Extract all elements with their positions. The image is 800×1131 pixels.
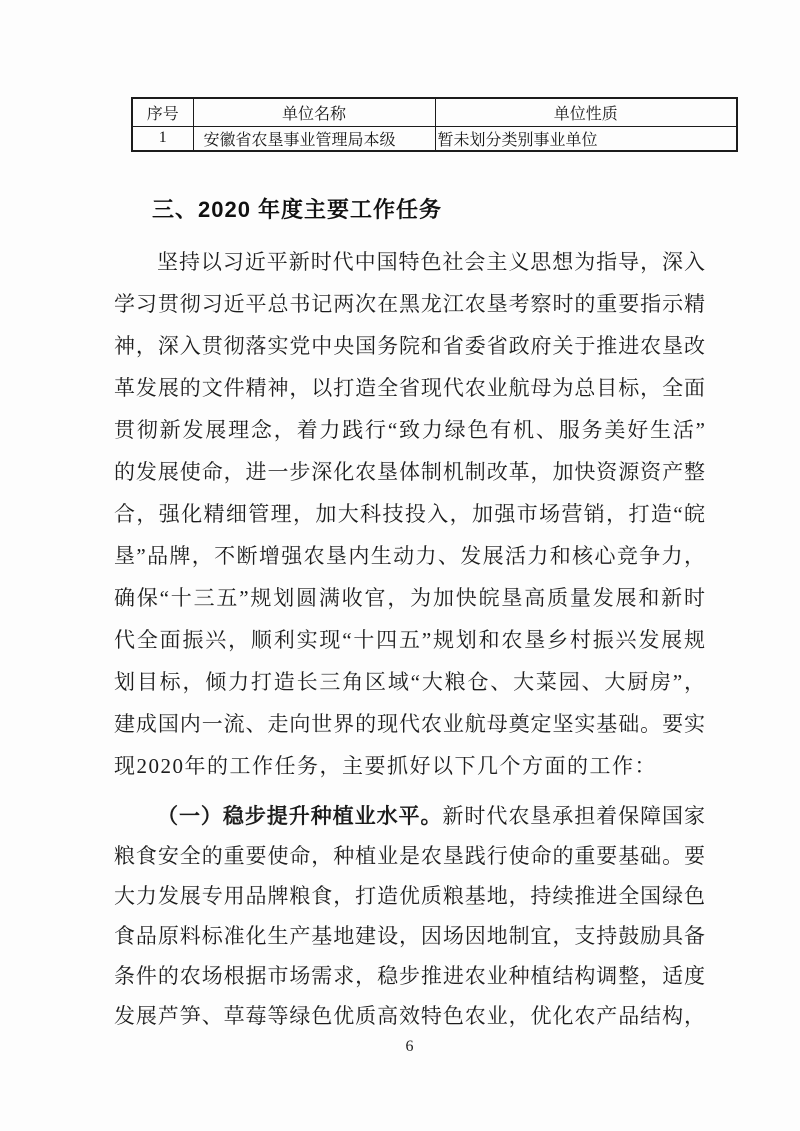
text-line: 贯彻新发展理念，着力践行“致力绿色有机、服务美好生活”: [114, 418, 705, 442]
table-header-unit-name: 单位名称: [193, 98, 435, 126]
text-line: 粮食安全的重要使命，种植业是农垦践行使命的重要基础。要: [114, 844, 705, 868]
table-header-index: 序号: [132, 98, 193, 126]
text-line: 神，深入贯彻落实党中央国务院和省委省政府关于推进农垦改: [114, 334, 705, 358]
text-line: 代全面振兴，顺利实现“十四五”规划和农垦乡村振兴发展规: [114, 628, 705, 652]
section-heading: 三、2020 年度主要工作任务: [152, 197, 443, 222]
text-line: 发展芦笋、草莓等绿色优质高效特色农业，优化农产品结构，: [114, 1004, 705, 1028]
page-number: 6: [405, 1038, 414, 1055]
paragraph-1: [114, 241, 705, 787]
text-line: 革发展的文件精神，以打造全省现代农业航母为总目标，全面: [114, 376, 705, 400]
text-line: 学习贯彻习近平总书记两次在黑龙江农垦考察时的重要指示精: [114, 292, 705, 316]
text-line: 食品原料标准化生产基地建设，因场因地制宜，支持鼓励具备: [114, 924, 705, 948]
text-line: 确保“十三五”规划圆满收官，为加快皖垦高质量发展和新时: [114, 586, 705, 610]
text-line: 现2020年的工作任务，主要抓好以下几个方面的工作：: [114, 754, 657, 778]
table-header-row: [132, 98, 737, 126]
table-cell-index: 1: [132, 126, 193, 151]
text-line: 垦”品牌，不断增强农垦内生动力、发展活力和核心竞争力，: [114, 544, 705, 568]
unit-table: [131, 97, 738, 152]
text-line: 建成国内一流、走向世界的现代农业航母奠定坚实基础。要实: [114, 712, 705, 736]
text-line: 条件的农场根据市场需求，稳步推进农业种植结构调整，适度: [114, 964, 705, 988]
paragraph-2: [114, 796, 705, 1036]
table-cell-unit-name: 安徽省农垦事业管理局本级: [193, 126, 435, 151]
text-line: [114, 796, 705, 836]
table-row: [132, 126, 737, 151]
table-cell-unit-type: 暂未划分类别事业单位: [435, 126, 737, 151]
text-line: 合，强化精细管理，加大科技投入，加强市场营销，打造“皖: [114, 502, 705, 526]
paragraph-lead-rest: 新时代农垦承担着保障国家: [442, 804, 706, 828]
text-line: 划目标，倾力打造长三角区域“大粮仓、大菜园、大厨房”，: [114, 670, 705, 694]
text-line: 坚持以习近平新时代中国特色社会主义思想为指导，深入: [157, 250, 705, 274]
body-text: [114, 241, 705, 1036]
paragraph-lead-bold: （一）稳步提升种植业水平。: [157, 805, 443, 828]
text-line: 大力发展专用品牌粮食，打造优质粮基地，持续推进全国绿色: [114, 884, 705, 908]
text-line: 的发展使命，进一步深化农垦体制机制改革，加快资源资产整: [114, 460, 705, 484]
table-header-unit-type: 单位性质: [435, 98, 737, 126]
